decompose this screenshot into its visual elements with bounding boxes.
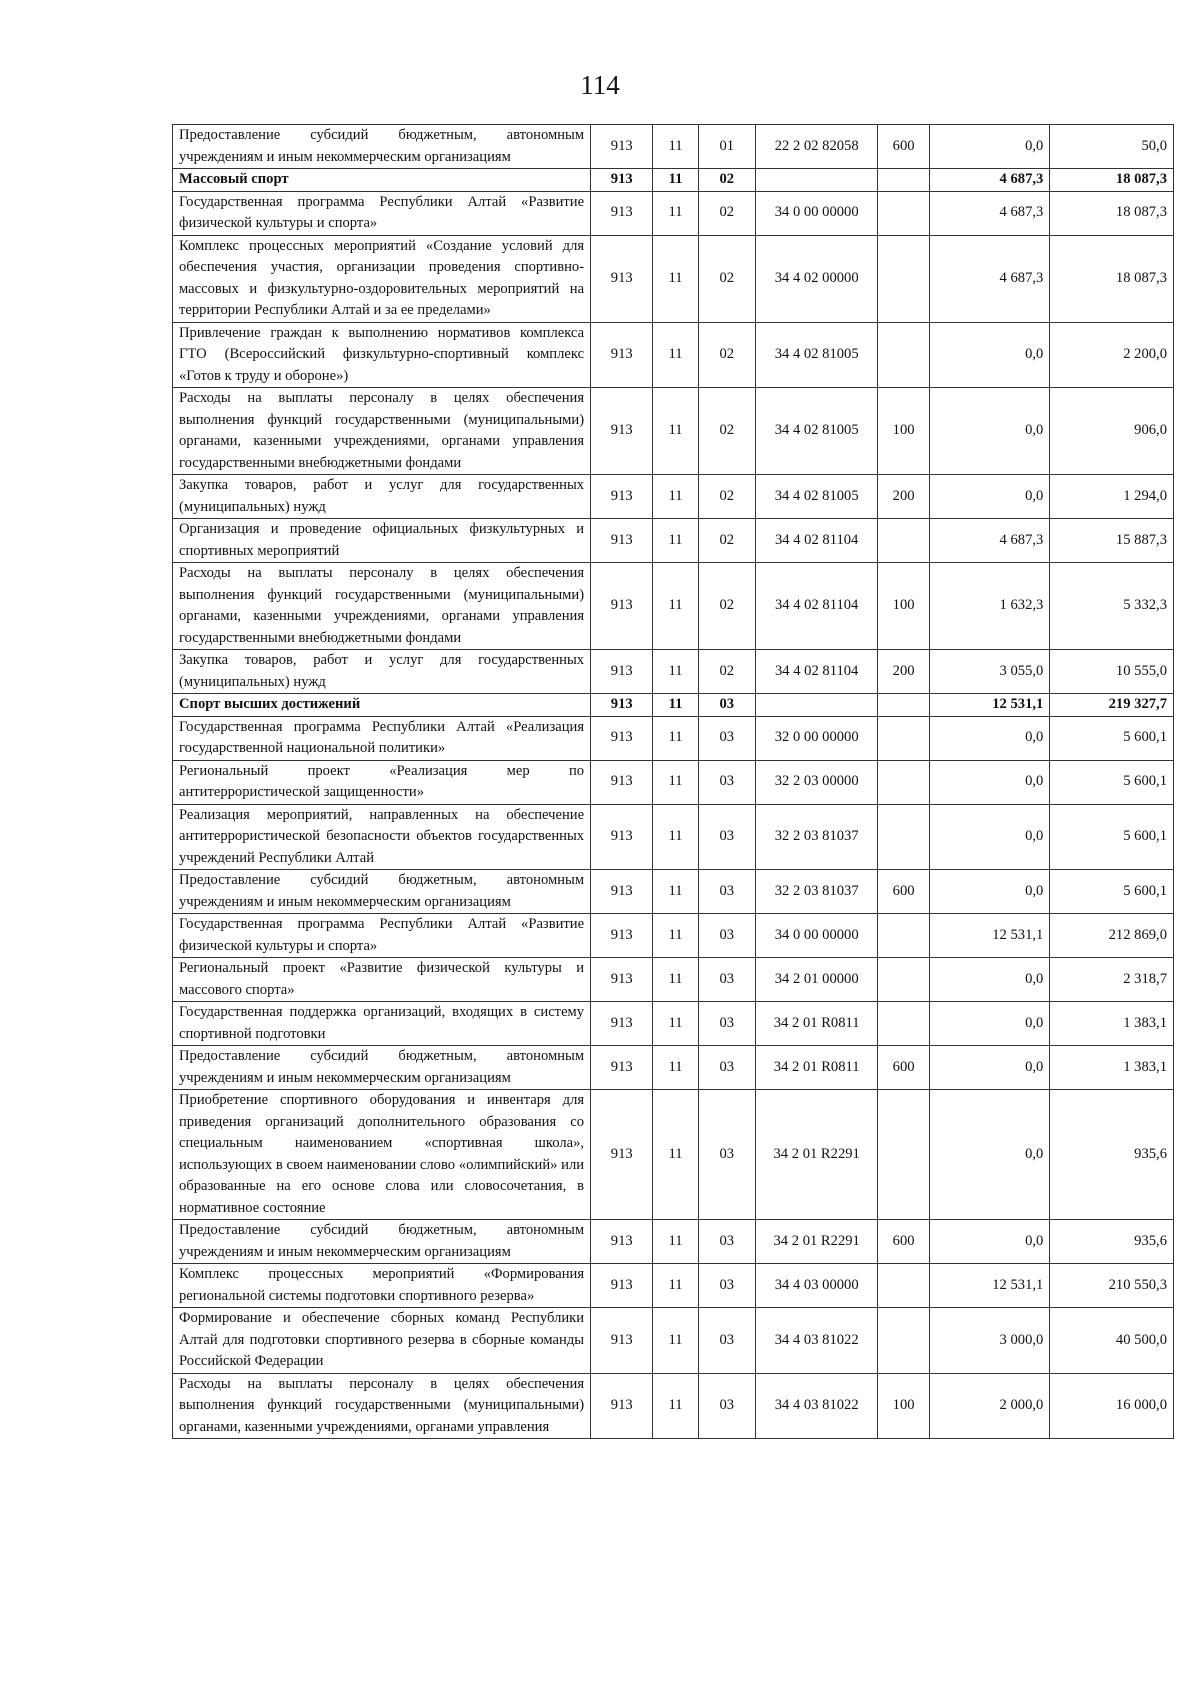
subsection-code-cell: 02 — [698, 169, 755, 192]
ministry-code-cell: 913 — [591, 1373, 653, 1439]
amount-year2-cell: 5 600,1 — [1050, 716, 1174, 760]
ministry-code-cell: 913 — [591, 1308, 653, 1374]
page-number: 114 — [580, 70, 620, 100]
target-article-cell: 34 2 01 00000 — [755, 958, 878, 1002]
amount-year1-cell: 0,0 — [929, 760, 1050, 804]
row-name-cell: Расходы на выплаты персоналу в целях обеспечения выполнения функций государственными (муниципальными) органами, казенными учреждениями, органами управления государственными внебюджетными фондами — [173, 388, 591, 475]
subsection-code-cell: 03 — [698, 1090, 755, 1220]
expense-type-cell: 600 — [878, 1220, 929, 1264]
amount-year2-cell: 18 087,3 — [1050, 169, 1174, 192]
subsection-code-cell: 03 — [698, 1002, 755, 1046]
ministry-code-cell: 913 — [591, 322, 653, 388]
section-code-cell: 11 — [653, 322, 698, 388]
row-name-cell: Государственная поддержка организаций, входящих в систему спортивной подготовки — [173, 1002, 591, 1046]
amount-year1-cell: 0,0 — [929, 475, 1050, 519]
subsection-code-cell: 03 — [698, 1264, 755, 1308]
section-code-cell: 11 — [653, 694, 698, 717]
amount-year1-cell: 4 687,3 — [929, 235, 1050, 322]
expense-type-cell — [878, 1308, 929, 1374]
target-article-cell: 34 2 01 R2291 — [755, 1090, 878, 1220]
row-name-cell: Региональный проект «Развитие физической культуры и массового спорта» — [173, 958, 591, 1002]
amount-year1-cell: 1 632,3 — [929, 563, 1050, 650]
row-name-cell: Государственная программа Республики Алтай «Реализация государственной национальной политики» — [173, 716, 591, 760]
expense-type-cell: 200 — [878, 475, 929, 519]
ministry-code-cell: 913 — [591, 235, 653, 322]
section-code-cell: 11 — [653, 563, 698, 650]
row-name-cell: Организация и проведение официальных физкультурных и спортивных мероприятий — [173, 519, 591, 563]
subsection-code-cell: 03 — [698, 914, 755, 958]
target-article-cell: 34 2 01 R2291 — [755, 1220, 878, 1264]
row-name-cell: Спорт высших достижений — [173, 694, 591, 717]
amount-year1-cell: 0,0 — [929, 804, 1050, 870]
amount-year1-cell: 12 531,1 — [929, 914, 1050, 958]
expense-type-cell: 100 — [878, 1373, 929, 1439]
amount-year1-cell: 0,0 — [929, 322, 1050, 388]
amount-year2-cell: 18 087,3 — [1050, 235, 1174, 322]
expense-type-cell: 600 — [878, 1046, 929, 1090]
target-article-cell: 22 2 02 82058 — [755, 125, 878, 169]
target-article-cell: 32 2 03 00000 — [755, 760, 878, 804]
amount-year1-cell: 0,0 — [929, 125, 1050, 169]
amount-year1-cell: 4 687,3 — [929, 519, 1050, 563]
table-row — [173, 519, 1174, 563]
target-article-cell: 34 0 00 00000 — [755, 191, 878, 235]
subsection-code-cell: 03 — [698, 716, 755, 760]
subsection-code-cell: 03 — [698, 694, 755, 717]
amount-year2-cell: 5 600,1 — [1050, 870, 1174, 914]
target-article-cell: 34 2 01 R0811 — [755, 1046, 878, 1090]
amount-year2-cell: 212 869,0 — [1050, 914, 1174, 958]
row-name-cell: Комплекс процессных мероприятий «Создание условий для обеспечения участия, организации проведения спортивно-массовых и физкультурно-оздоровительных мероприятий на территории Республики Алтай и за ее пределами» — [173, 235, 591, 322]
row-name-cell: Расходы на выплаты персоналу в целях обеспечения выполнения функций государственными (муниципальными) органами, казенными учреждениями, органами управления — [173, 1373, 591, 1439]
budget-table — [172, 124, 1174, 1439]
target-article-cell: 32 2 03 81037 — [755, 804, 878, 870]
subsection-code-cell: 01 — [698, 125, 755, 169]
expense-type-cell: 100 — [878, 388, 929, 475]
table-row — [173, 475, 1174, 519]
amount-year1-cell: 4 687,3 — [929, 169, 1050, 192]
section-code-cell: 11 — [653, 1220, 698, 1264]
expense-type-cell — [878, 694, 929, 717]
row-name-cell: Предоставление субсидий бюджетным, автономным учреждениям и иным некоммерческим организациям — [173, 125, 591, 169]
section-code-cell: 11 — [653, 1002, 698, 1046]
section-code-cell: 11 — [653, 169, 698, 192]
expense-type-cell — [878, 914, 929, 958]
expense-type-cell — [878, 519, 929, 563]
subsection-code-cell: 03 — [698, 1308, 755, 1374]
amount-year1-cell: 0,0 — [929, 1002, 1050, 1046]
row-name-cell: Массовый спорт — [173, 169, 591, 192]
amount-year1-cell: 0,0 — [929, 870, 1050, 914]
section-code-cell: 11 — [653, 804, 698, 870]
ministry-code-cell: 913 — [591, 716, 653, 760]
target-article-cell: 34 4 02 81005 — [755, 475, 878, 519]
row-name-cell: Предоставление субсидий бюджетным, автономным учреждениям и иным некоммерческим организациям — [173, 870, 591, 914]
expense-type-cell — [878, 169, 929, 192]
section-code-cell: 11 — [653, 958, 698, 1002]
row-name-cell: Формирование и обеспечение сборных команд Республики Алтай для подготовки спортивного резерва в сборные команды Российской Федерации — [173, 1308, 591, 1374]
table-row — [173, 958, 1174, 1002]
ministry-code-cell: 913 — [591, 388, 653, 475]
table-row — [173, 716, 1174, 760]
amount-year1-cell: 0,0 — [929, 1046, 1050, 1090]
row-name-cell: Государственная программа Республики Алтай «Развитие физической культуры и спорта» — [173, 191, 591, 235]
expense-type-cell: 100 — [878, 563, 929, 650]
expense-type-cell — [878, 1002, 929, 1046]
section-code-cell: 11 — [653, 1046, 698, 1090]
expense-type-cell — [878, 322, 929, 388]
section-code-cell: 11 — [653, 125, 698, 169]
ministry-code-cell: 913 — [591, 1002, 653, 1046]
amount-year2-cell: 1 383,1 — [1050, 1002, 1174, 1046]
expense-type-cell: 600 — [878, 870, 929, 914]
section-code-cell: 11 — [653, 870, 698, 914]
row-name-cell: Государственная программа Республики Алтай «Развитие физической культуры и спорта» — [173, 914, 591, 958]
section-code-cell: 11 — [653, 519, 698, 563]
table-row — [173, 1373, 1174, 1439]
expense-type-cell — [878, 804, 929, 870]
section-code-cell: 11 — [653, 475, 698, 519]
amount-year2-cell: 40 500,0 — [1050, 1308, 1174, 1374]
target-article-cell: 34 4 02 81005 — [755, 322, 878, 388]
section-code-cell: 11 — [653, 1090, 698, 1220]
subsection-code-cell: 02 — [698, 322, 755, 388]
amount-year1-cell: 12 531,1 — [929, 694, 1050, 717]
amount-year2-cell: 50,0 — [1050, 125, 1174, 169]
subsection-code-cell: 02 — [698, 191, 755, 235]
expense-type-cell — [878, 716, 929, 760]
expense-type-cell: 600 — [878, 125, 929, 169]
table-row — [173, 870, 1174, 914]
table-row — [173, 694, 1174, 717]
table-row — [173, 125, 1174, 169]
ministry-code-cell: 913 — [591, 519, 653, 563]
section-code-cell: 11 — [653, 914, 698, 958]
ministry-code-cell: 913 — [591, 760, 653, 804]
target-article-cell: 34 4 03 81022 — [755, 1308, 878, 1374]
table-row — [173, 169, 1174, 192]
ministry-code-cell: 913 — [591, 914, 653, 958]
expense-type-cell — [878, 235, 929, 322]
amount-year2-cell: 210 550,3 — [1050, 1264, 1174, 1308]
table-row — [173, 1308, 1174, 1374]
amount-year2-cell: 5 600,1 — [1050, 760, 1174, 804]
amount-year2-cell: 15 887,3 — [1050, 519, 1174, 563]
table-row — [173, 235, 1174, 322]
row-name-cell: Региональный проект «Реализация мер по антитеррористической защищенности» — [173, 760, 591, 804]
ministry-code-cell: 913 — [591, 191, 653, 235]
expense-type-cell — [878, 1264, 929, 1308]
table-row — [173, 1264, 1174, 1308]
table-row — [173, 388, 1174, 475]
target-article-cell: 34 4 03 81022 — [755, 1373, 878, 1439]
section-code-cell: 11 — [653, 760, 698, 804]
ministry-code-cell: 913 — [591, 1046, 653, 1090]
subsection-code-cell: 03 — [698, 870, 755, 914]
subsection-code-cell: 03 — [698, 1046, 755, 1090]
row-name-cell: Привлечение граждан к выполнению нормативов комплекса ГТО (Всероссийский физкультурно-спортивный комплекс «Готов к труду и обороне») — [173, 322, 591, 388]
table-row — [173, 914, 1174, 958]
subsection-code-cell: 02 — [698, 475, 755, 519]
table-row — [173, 563, 1174, 650]
target-article-cell: 32 2 03 81037 — [755, 870, 878, 914]
amount-year1-cell: 0,0 — [929, 958, 1050, 1002]
row-name-cell: Предоставление субсидий бюджетным, автономным учреждениям и иным некоммерческим организациям — [173, 1220, 591, 1264]
table-row — [173, 1046, 1174, 1090]
target-article-cell: 34 4 02 81005 — [755, 388, 878, 475]
subsection-code-cell: 02 — [698, 519, 755, 563]
amount-year2-cell: 219 327,7 — [1050, 694, 1174, 717]
amount-year1-cell: 2 000,0 — [929, 1373, 1050, 1439]
amount-year1-cell: 0,0 — [929, 1220, 1050, 1264]
row-name-cell: Расходы на выплаты персоналу в целях обеспечения выполнения функций государственными (муниципальными) органами, казенными учреждениями, органами управления государственными внебюджетными фондами — [173, 563, 591, 650]
section-code-cell: 11 — [653, 388, 698, 475]
amount-year1-cell: 3 055,0 — [929, 650, 1050, 694]
ministry-code-cell: 913 — [591, 650, 653, 694]
section-code-cell: 11 — [653, 191, 698, 235]
target-article-cell — [755, 694, 878, 717]
expense-type-cell — [878, 1090, 929, 1220]
ministry-code-cell: 913 — [591, 804, 653, 870]
expense-type-cell — [878, 760, 929, 804]
table-row — [173, 760, 1174, 804]
subsection-code-cell: 03 — [698, 760, 755, 804]
amount-year2-cell: 1 383,1 — [1050, 1046, 1174, 1090]
amount-year1-cell: 4 687,3 — [929, 191, 1050, 235]
expense-type-cell — [878, 958, 929, 1002]
amount-year2-cell: 1 294,0 — [1050, 475, 1174, 519]
amount-year2-cell: 5 600,1 — [1050, 804, 1174, 870]
section-code-cell: 11 — [653, 235, 698, 322]
ministry-code-cell: 913 — [591, 475, 653, 519]
ministry-code-cell: 913 — [591, 169, 653, 192]
section-code-cell: 11 — [653, 716, 698, 760]
amount-year1-cell: 12 531,1 — [929, 1264, 1050, 1308]
section-code-cell: 11 — [653, 1264, 698, 1308]
row-name-cell: Реализация мероприятий, направленных на обеспечение антитеррористической безопасности объектов государственных учреждений Республики Алтай — [173, 804, 591, 870]
target-article-cell: 34 4 02 81104 — [755, 519, 878, 563]
amount-year1-cell: 3 000,0 — [929, 1308, 1050, 1374]
ministry-code-cell: 913 — [591, 125, 653, 169]
subsection-code-cell: 02 — [698, 235, 755, 322]
target-article-cell — [755, 169, 878, 192]
amount-year2-cell: 935,6 — [1050, 1220, 1174, 1264]
ministry-code-cell: 913 — [591, 1090, 653, 1220]
table-row — [173, 191, 1174, 235]
section-code-cell: 11 — [653, 650, 698, 694]
ministry-code-cell: 913 — [591, 958, 653, 1002]
row-name-cell: Комплекс процессных мероприятий «Формирования региональной системы подготовки спортивного резерва» — [173, 1264, 591, 1308]
amount-year2-cell: 5 332,3 — [1050, 563, 1174, 650]
amount-year1-cell: 0,0 — [929, 388, 1050, 475]
ministry-code-cell: 913 — [591, 1220, 653, 1264]
table-row — [173, 322, 1174, 388]
amount-year2-cell: 2 200,0 — [1050, 322, 1174, 388]
row-name-cell: Приобретение спортивного оборудования и инвентаря для приведения организаций дополнительного образования со специальным наименованием «спортивная школа», использующих в своем наименовании слово «олимпийский» или образованные на его основе слова или словосочетания, в нормативное состояние — [173, 1090, 591, 1220]
amount-year2-cell: 906,0 — [1050, 388, 1174, 475]
section-code-cell: 11 — [653, 1308, 698, 1374]
row-name-cell: Предоставление субсидий бюджетным, автономным учреждениям и иным некоммерческим организациям — [173, 1046, 591, 1090]
target-article-cell: 34 4 02 00000 — [755, 235, 878, 322]
table-row — [173, 650, 1174, 694]
subsection-code-cell: 02 — [698, 563, 755, 650]
ministry-code-cell: 913 — [591, 563, 653, 650]
subsection-code-cell: 03 — [698, 958, 755, 1002]
table-row — [173, 804, 1174, 870]
table-row — [173, 1002, 1174, 1046]
amount-year1-cell: 0,0 — [929, 1090, 1050, 1220]
target-article-cell: 34 4 02 81104 — [755, 650, 878, 694]
amount-year2-cell: 16 000,0 — [1050, 1373, 1174, 1439]
target-article-cell: 34 2 01 R0811 — [755, 1002, 878, 1046]
expense-type-cell — [878, 191, 929, 235]
target-article-cell: 32 0 00 00000 — [755, 716, 878, 760]
target-article-cell: 34 0 00 00000 — [755, 914, 878, 958]
ministry-code-cell: 913 — [591, 870, 653, 914]
subsection-code-cell: 02 — [698, 388, 755, 475]
subsection-code-cell: 03 — [698, 1373, 755, 1439]
target-article-cell: 34 4 02 81104 — [755, 563, 878, 650]
subsection-code-cell: 02 — [698, 650, 755, 694]
table-row — [173, 1090, 1174, 1220]
ministry-code-cell: 913 — [591, 1264, 653, 1308]
target-article-cell: 34 4 03 00000 — [755, 1264, 878, 1308]
amount-year2-cell: 2 318,7 — [1050, 958, 1174, 1002]
amount-year2-cell: 10 555,0 — [1050, 650, 1174, 694]
row-name-cell: Закупка товаров, работ и услуг для государственных (муниципальных) нужд — [173, 650, 591, 694]
expense-type-cell: 200 — [878, 650, 929, 694]
amount-year2-cell: 935,6 — [1050, 1090, 1174, 1220]
amount-year2-cell: 18 087,3 — [1050, 191, 1174, 235]
subsection-code-cell: 03 — [698, 1220, 755, 1264]
amount-year1-cell: 0,0 — [929, 716, 1050, 760]
table-row — [173, 1220, 1174, 1264]
section-code-cell: 11 — [653, 1373, 698, 1439]
row-name-cell: Закупка товаров, работ и услуг для государственных (муниципальных) нужд — [173, 475, 591, 519]
subsection-code-cell: 03 — [698, 804, 755, 870]
table-body — [173, 125, 1174, 1439]
ministry-code-cell: 913 — [591, 694, 653, 717]
